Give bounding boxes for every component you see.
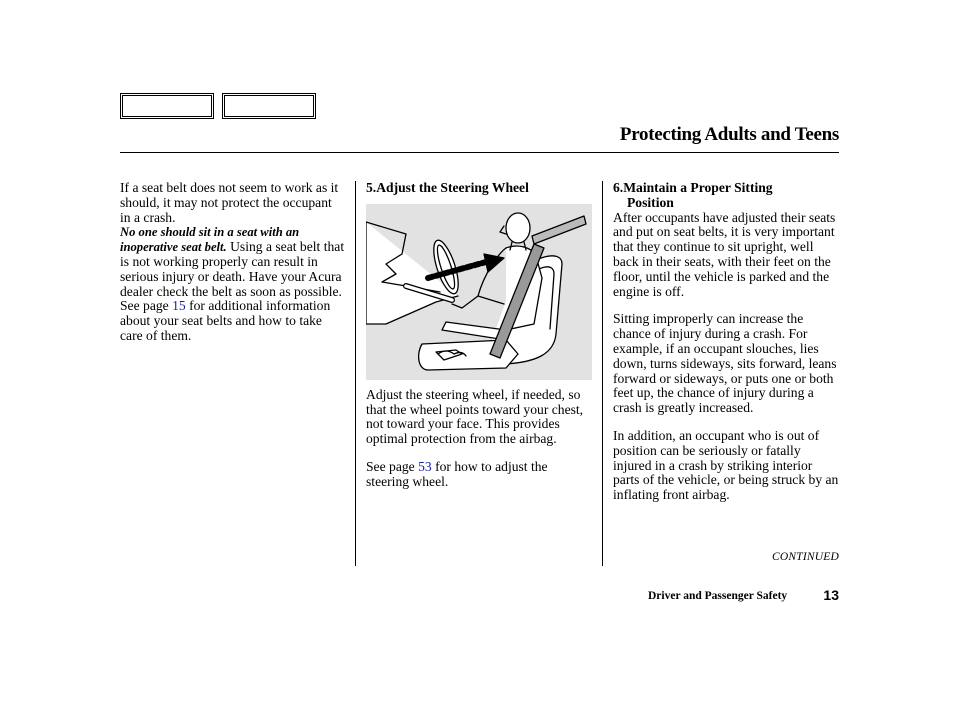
column-seat-belt xyxy=(120,181,345,344)
warning-rest-text: Using a seat belt that is not working properly can result in serious injury or death. Have your Acura dealer check the belt as soon as possible. xyxy=(120,239,345,299)
warning-text: No one should sit in a seat with an inoperative seat belt. xyxy=(120,225,300,255)
footer-section-title: Driver and Passenger Safety xyxy=(648,590,788,602)
steering-figure xyxy=(366,204,592,380)
column-sitting-position xyxy=(613,181,841,503)
steering-see-page-paragraph xyxy=(366,460,594,490)
driver-steering-wheel-illustration-icon xyxy=(366,204,592,380)
steering-paragraph: Adjust the steering wheel, if needed, so that the wheel points toward your chest, not toward your face. This provides optimal protection from the airbag. xyxy=(366,386,584,447)
steering-heading: 5.Adjust the Steering Wheel xyxy=(366,180,529,195)
spacer xyxy=(613,416,841,429)
seat-belt-warning-paragraph xyxy=(120,225,345,299)
sitting-paragraph-3: In addition, an occupant who is out of position can be seriously or fatally injured in a crash by striking interior parts of the vehicle, or being struck by an inflating front airbag. xyxy=(613,427,839,503)
column-divider-1 xyxy=(355,181,356,566)
see-page-prefix: See page xyxy=(120,298,173,314)
see-page-paragraph xyxy=(120,299,345,343)
title-divider xyxy=(120,152,839,153)
sitting-paragraph-1: After occupants have adjusted their seats and put on seat belts, it is very important that they continue to sit upright, well back in their seats, with their feet on the floor, until the vehicle is parked and the engine is off. xyxy=(613,209,836,299)
see-page-suffix: for how to adjust the steering wheel. xyxy=(366,458,548,489)
page-number: 13 xyxy=(823,587,839,603)
nav-button-1[interactable] xyxy=(120,93,214,119)
column-steering-wheel xyxy=(366,181,594,490)
sitting-heading-line-1: 6.Maintain a Proper Sitting xyxy=(613,180,773,195)
nav-button-2[interactable] xyxy=(222,93,316,119)
column-divider-2 xyxy=(602,181,603,566)
sitting-paragraph-2: Sitting improperly can increase the chance of injury during a crash. For example, if an occupant slouches, lies down, turns sideways, sits forward, leans forward or sideways, or puts one or both feet up, the chance of injury during a crash is greatly increased. xyxy=(613,311,837,416)
page-53-link[interactable]: 53 xyxy=(418,458,432,474)
continued-label: CONTINUED xyxy=(772,551,839,563)
see-page-prefix: See page xyxy=(366,458,419,474)
seat-belt-paragraph: If a seat belt does not seem to work as it should, it may not protect the occupant in a crash. xyxy=(120,180,339,225)
see-page-suffix: for additional information about your seat belts and how to take care of them. xyxy=(120,298,331,343)
page-15-link[interactable]: 15 xyxy=(172,298,186,314)
sitting-heading xyxy=(613,181,841,211)
sitting-heading-line-2: Position xyxy=(627,194,674,210)
page-title: Protecting Adults and Teens xyxy=(619,124,839,145)
